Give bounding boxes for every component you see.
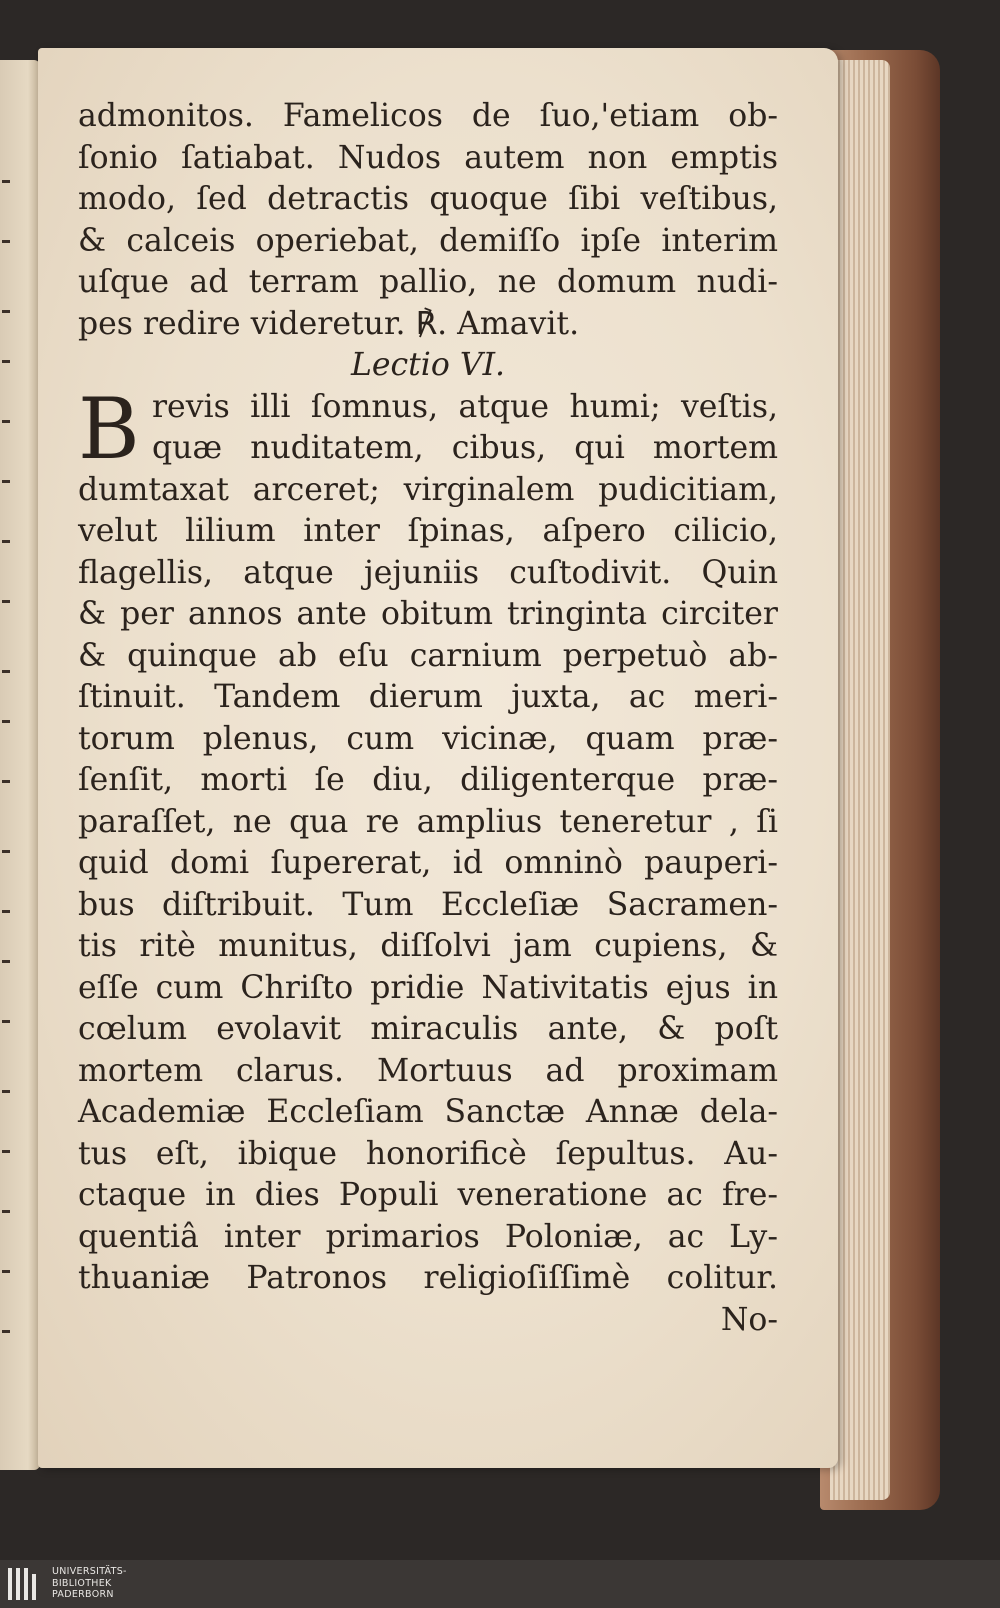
text-line: tis ritè munitus, diſſolvi jam cupiens, & bbox=[78, 928, 778, 964]
section-heading: Lectio VI. bbox=[350, 347, 506, 383]
text-line: admonitos. Famelicos de ſuo,'etiam ob- bbox=[78, 98, 778, 134]
dropcap-paragraph-start bbox=[78, 379, 778, 478]
text-line: quæ nuditatem, cibus, qui mortem bbox=[152, 430, 778, 466]
text-line: mortem clarus. Mortuus ad proximam bbox=[78, 1052, 778, 1089]
text-line: velut lilium inter ſpinas, aſpero cilicio, bbox=[78, 513, 778, 549]
text-line: eſſe cum Chriſto pridie Nativitatis ejus in bbox=[78, 969, 778, 1006]
adjacent-left-page bbox=[0, 60, 40, 1470]
text-line: torum plenus, cum vicinæ, quam præ- bbox=[78, 720, 778, 757]
text-line: cœlum evolavit miraculis ante, & poſt bbox=[78, 1011, 778, 1047]
text-line: ſenſit, morti ſe diu, diligenterque præ- bbox=[78, 762, 778, 798]
library-logo-text bbox=[52, 1566, 127, 1601]
text-line: Academiæ Eccleſiam Sanctæ Annæ dela- bbox=[78, 1094, 778, 1130]
text-line: bus diſtribuit. Tum Eccleſiæ Sacramen- bbox=[78, 886, 778, 923]
library-logo-icon bbox=[8, 1568, 44, 1600]
text-line: quid domi ſupererat, id omninò pauperi- bbox=[78, 845, 778, 881]
text-line: modo, ſed detractis quoque ſibi veſtibus, bbox=[78, 181, 778, 217]
logo-line: BIBLIOTHEK bbox=[52, 1577, 112, 1589]
text-line: ctaque in dies Populi veneratione ac fre- bbox=[78, 1177, 778, 1213]
drop-cap-letter: B bbox=[78, 379, 140, 478]
text-line: ſonio ſatiabat. Nudos autem non emptis bbox=[78, 139, 778, 176]
text-line: & quinque ab eſu carnium perpetuò ab- bbox=[78, 637, 778, 674]
text-line: quentiâ inter primarios Poloniæ, ac Ly- bbox=[78, 1218, 778, 1255]
text-line: pes redire videretur. ℟. Amavit. bbox=[78, 305, 580, 342]
library-footer-bar bbox=[0, 1560, 1000, 1608]
page-text bbox=[78, 96, 778, 1341]
text-line: & calceis operiebat, demiſſo ipſe interim bbox=[78, 222, 778, 259]
text-line: tus eſt, ibique honorificè ſepultus. Au- bbox=[78, 1135, 778, 1172]
text-line: dumtaxat arceret; virginalem pudicitiam, bbox=[78, 471, 778, 508]
page-stack-edge bbox=[830, 60, 890, 1500]
text-line: thuaniæ Patronos religioſiſſimè colitur. bbox=[78, 1260, 778, 1296]
text-line: ſtinuit. Tandem dierum juxta, ac meri- bbox=[78, 679, 778, 715]
catchword: No- bbox=[720, 1301, 778, 1338]
text-line: flagellis, atque jejuniis cuſtodivit. Quin bbox=[78, 554, 778, 591]
logo-line: UNIVERSITÄTS- bbox=[52, 1566, 127, 1577]
text-line: & per annos ante obitum tringinta circiter bbox=[78, 596, 778, 632]
text-line: paraſſet, ne qua re amplius teneretur , ſi bbox=[78, 803, 778, 840]
text-line: revis illi ſomnus, atque humi; veſtis, bbox=[152, 388, 778, 425]
text-line: uſque ad terram pallio, ne domum nudi- bbox=[78, 264, 778, 300]
logo-line: PADERBORN bbox=[52, 1589, 114, 1600]
